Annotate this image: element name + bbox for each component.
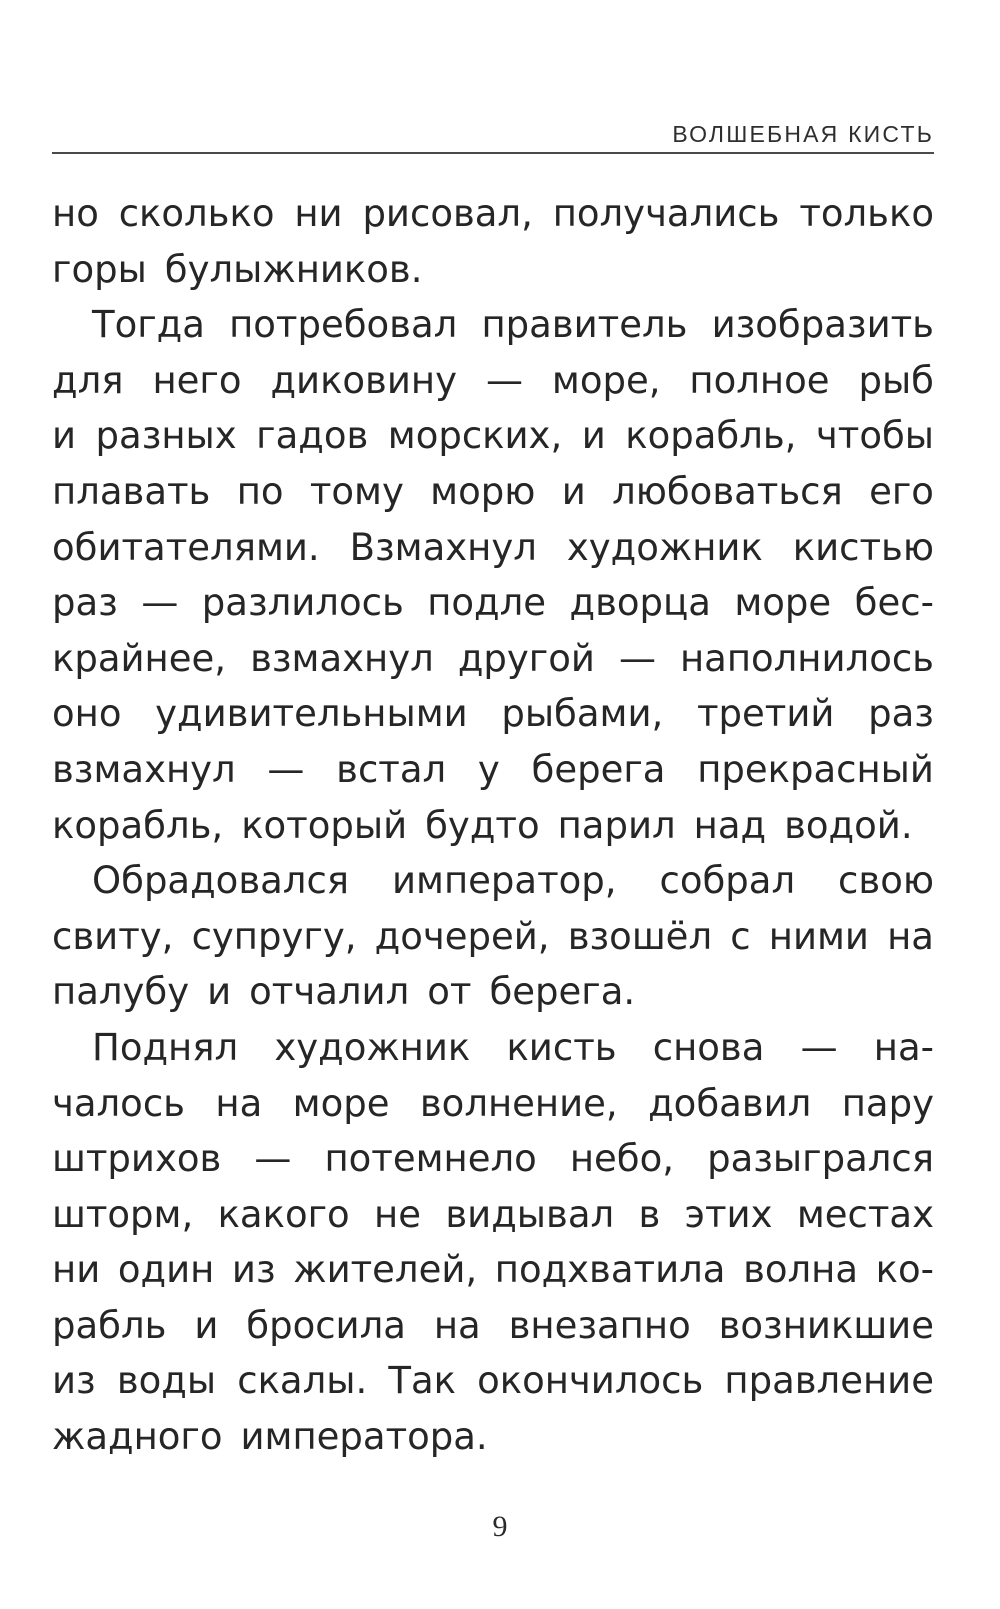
word: его bbox=[869, 469, 934, 513]
word: — bbox=[267, 747, 305, 791]
word: — bbox=[618, 636, 656, 680]
text-line bbox=[52, 853, 934, 909]
word: супругу, bbox=[191, 914, 357, 958]
word: Так bbox=[388, 1359, 456, 1403]
word: рабль bbox=[52, 1303, 167, 1347]
word: морских, bbox=[387, 414, 563, 458]
word: волнение, bbox=[419, 1081, 618, 1125]
word: Взмахнул bbox=[349, 525, 537, 569]
page-number: 9 bbox=[492, 1510, 508, 1543]
word: третий bbox=[696, 692, 835, 736]
word: получались bbox=[552, 192, 780, 235]
word: разлилось bbox=[201, 581, 404, 625]
word: кисть bbox=[506, 1025, 617, 1069]
word: на bbox=[215, 1081, 263, 1125]
word: берега bbox=[531, 747, 666, 791]
word: — bbox=[485, 358, 523, 402]
word: местах bbox=[796, 1192, 934, 1236]
word: подхватила bbox=[494, 1248, 726, 1292]
word: на- bbox=[873, 1025, 934, 1069]
word: штрихов bbox=[52, 1137, 222, 1181]
word: свою bbox=[838, 859, 934, 903]
text-line bbox=[52, 1353, 934, 1409]
text-line bbox=[52, 742, 934, 798]
word: этих bbox=[684, 1192, 773, 1236]
word: над bbox=[693, 803, 767, 847]
word: крайнее, bbox=[52, 636, 227, 680]
word: раз bbox=[868, 692, 934, 736]
word: любоваться bbox=[612, 469, 843, 513]
word: ни bbox=[294, 192, 343, 235]
word: взмахнул bbox=[52, 747, 236, 791]
word: палубу bbox=[52, 970, 190, 1014]
word: и bbox=[207, 970, 232, 1014]
word: только bbox=[799, 192, 934, 235]
word: правление bbox=[724, 1359, 934, 1403]
word: обитателями. bbox=[52, 525, 320, 569]
word: горы bbox=[52, 247, 147, 291]
word: подле bbox=[427, 581, 547, 625]
word: оно bbox=[52, 692, 122, 736]
text-line bbox=[52, 1409, 934, 1465]
text-line bbox=[52, 964, 934, 1020]
text-line bbox=[52, 297, 934, 353]
text-line bbox=[52, 1242, 934, 1298]
word: из bbox=[52, 1359, 96, 1403]
word: один bbox=[117, 1248, 215, 1292]
word: чалось bbox=[52, 1081, 185, 1125]
word: рисовал, bbox=[362, 192, 533, 235]
word: корабль, bbox=[625, 414, 797, 458]
word: будто bbox=[425, 803, 540, 847]
text-line bbox=[52, 1076, 934, 1132]
word: море, bbox=[551, 358, 661, 402]
text-line bbox=[52, 186, 934, 242]
word: полное bbox=[689, 358, 830, 402]
word: видывал bbox=[445, 1192, 615, 1236]
word: — bbox=[254, 1137, 292, 1181]
text-line bbox=[52, 909, 934, 965]
word: на bbox=[433, 1303, 481, 1347]
word: удивительными bbox=[155, 692, 468, 736]
word: Обрадовался bbox=[92, 859, 350, 903]
word: и bbox=[581, 414, 606, 458]
text-line bbox=[52, 520, 934, 576]
word: снова bbox=[652, 1025, 765, 1069]
word: диковину bbox=[270, 358, 457, 402]
word: и bbox=[194, 1303, 219, 1347]
word: ни bbox=[52, 1248, 101, 1292]
word: дворца bbox=[569, 581, 711, 625]
text-line bbox=[52, 1298, 934, 1354]
text-line bbox=[52, 631, 934, 687]
word: рыбами, bbox=[501, 692, 664, 736]
running-header bbox=[52, 112, 934, 154]
word: бес- bbox=[854, 581, 934, 625]
word: художник bbox=[566, 525, 763, 569]
word: от bbox=[427, 970, 472, 1014]
word: шторм, bbox=[52, 1192, 194, 1236]
word: небо, bbox=[569, 1137, 675, 1181]
text-line bbox=[52, 1187, 934, 1243]
word: и bbox=[52, 414, 77, 458]
word: разыгрался bbox=[707, 1137, 934, 1181]
word: но bbox=[52, 192, 99, 235]
text-body bbox=[52, 186, 934, 1465]
word: потребовал bbox=[229, 303, 458, 347]
word: бросила bbox=[246, 1303, 406, 1347]
word: правитель bbox=[481, 303, 688, 347]
word: море bbox=[734, 581, 832, 625]
word: возникшие bbox=[718, 1303, 934, 1347]
word: море bbox=[292, 1081, 390, 1125]
word: императора. bbox=[240, 1415, 488, 1459]
word: какого bbox=[217, 1192, 350, 1236]
word: наполнилось bbox=[679, 636, 934, 680]
word: Тогда bbox=[92, 303, 205, 347]
word: булыжников. bbox=[164, 247, 423, 291]
text-line bbox=[52, 1020, 934, 1076]
word: изобразить bbox=[711, 303, 934, 347]
word: него bbox=[152, 358, 242, 402]
word: водой. bbox=[784, 803, 913, 847]
word: кистью bbox=[792, 525, 934, 569]
word: в bbox=[638, 1192, 661, 1236]
word: плавать bbox=[52, 469, 211, 513]
word: с bbox=[730, 914, 751, 958]
word: по bbox=[236, 469, 284, 513]
word: император, bbox=[392, 859, 617, 903]
word: потемнело bbox=[324, 1137, 537, 1181]
word: отчалил bbox=[249, 970, 410, 1014]
word: внезапно bbox=[508, 1303, 691, 1347]
word: рыб bbox=[858, 358, 934, 402]
word: собрал bbox=[659, 859, 796, 903]
word: художник bbox=[274, 1025, 471, 1069]
word: окончилось bbox=[477, 1359, 704, 1403]
word: встал bbox=[336, 747, 447, 791]
word: взмахнул bbox=[250, 636, 434, 680]
text-line bbox=[52, 686, 934, 742]
word: у bbox=[477, 747, 500, 791]
word: — bbox=[800, 1025, 838, 1069]
word: — bbox=[141, 581, 179, 625]
word: другой bbox=[457, 636, 595, 680]
word: из bbox=[231, 1248, 276, 1292]
word: берега. bbox=[489, 970, 636, 1014]
word: чтобы bbox=[815, 414, 934, 458]
text-line bbox=[52, 242, 934, 298]
word: который bbox=[241, 803, 408, 847]
word: не bbox=[374, 1192, 421, 1236]
word: прекрасный bbox=[697, 747, 934, 791]
word: раз bbox=[52, 581, 118, 625]
word: и bbox=[561, 469, 586, 513]
text-line bbox=[52, 1131, 934, 1187]
text-line bbox=[52, 408, 934, 464]
word: корабль, bbox=[52, 803, 224, 847]
word: свиту, bbox=[52, 914, 174, 958]
word: дочерей, bbox=[374, 914, 550, 958]
word: скалы. bbox=[237, 1359, 368, 1403]
text-line bbox=[52, 575, 934, 631]
text-line bbox=[52, 798, 934, 854]
word: сколько bbox=[118, 192, 275, 235]
word: ко- bbox=[875, 1248, 934, 1292]
word: воды bbox=[116, 1359, 217, 1403]
running-title: ВОЛШЕБНАЯ КИСТЬ bbox=[672, 121, 934, 147]
word: морю bbox=[430, 469, 536, 513]
word: взошёл bbox=[567, 914, 713, 958]
word: жадного bbox=[52, 1415, 223, 1459]
word: ними bbox=[768, 914, 869, 958]
word: на bbox=[887, 914, 934, 958]
word: тому bbox=[309, 469, 404, 513]
word: добавил bbox=[648, 1081, 812, 1125]
word: для bbox=[52, 358, 124, 402]
word: гадов bbox=[256, 414, 369, 458]
word: парил bbox=[557, 803, 676, 847]
word: волна bbox=[743, 1248, 859, 1292]
word: разных bbox=[95, 414, 237, 458]
text-line bbox=[52, 464, 934, 520]
word: Поднял bbox=[92, 1025, 239, 1069]
text-line bbox=[52, 353, 934, 409]
word: пару bbox=[841, 1081, 934, 1125]
word: жителей, bbox=[293, 1248, 478, 1292]
